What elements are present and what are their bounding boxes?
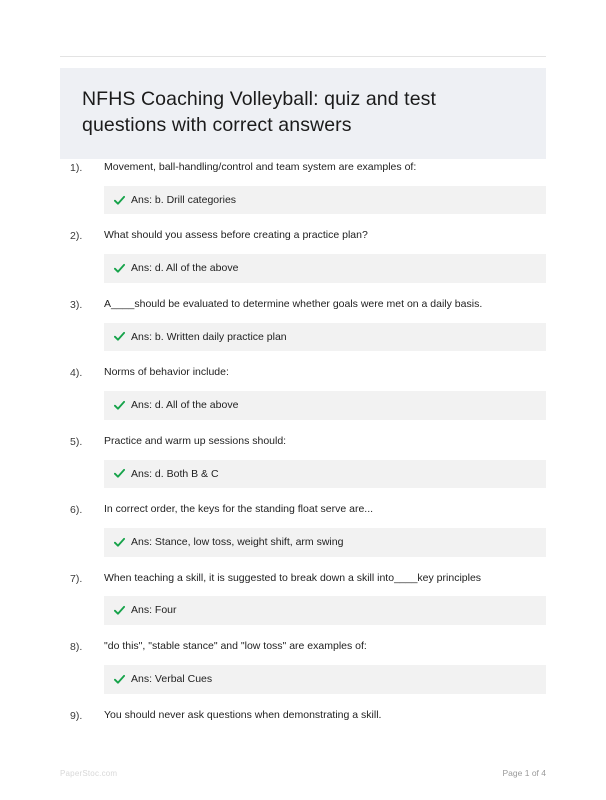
answer-text: Ans: b. Drill categories: [131, 193, 237, 206]
answer-row: [104, 254, 546, 283]
question-row: [60, 708, 546, 725]
question-text: You should never ask questions when demonstrating a skill.: [104, 708, 382, 721]
question-row: [60, 502, 546, 519]
green-check-icon: [114, 537, 125, 548]
qa-item: [60, 502, 546, 556]
header-divider: [60, 56, 546, 57]
answer-text: Ans: d. All of the above: [131, 262, 239, 275]
green-check-icon: [114, 195, 125, 206]
answer-text: Ans: Four: [131, 604, 177, 617]
answer-row: [104, 665, 546, 694]
page-title: NFHS Coaching Volleyball: quiz and test questions with correct answers: [82, 88, 437, 137]
question-text: A____should be evaluated to determine whether goals were met on a daily basis.: [104, 297, 483, 310]
green-check-icon: [114, 400, 125, 411]
question-row: [60, 434, 546, 451]
answer-row: [104, 391, 546, 420]
green-check-icon: [114, 674, 125, 685]
question-text: Practice and warm up sessions should:: [104, 434, 287, 447]
answer-text: Ans: d. Both B & C: [131, 467, 219, 480]
answer-text: Ans: Stance, low toss, weight shift, arm swing: [131, 535, 344, 548]
document-title-band: [60, 68, 546, 159]
answer-row: [104, 596, 546, 625]
question-text: Norms of behavior include:: [104, 366, 229, 379]
question-text: "do this", "stable stance" and "low toss" are examples of:: [104, 640, 367, 653]
qa-item: [60, 228, 546, 282]
question-number: 4).: [70, 367, 83, 380]
question-number: 1).: [70, 162, 83, 174]
question-text: In correct order, the keys for the standing float serve are...: [104, 503, 374, 516]
question-row: [60, 297, 546, 314]
answer-row: [104, 186, 546, 215]
answer-row: [104, 460, 546, 489]
qa-item: [60, 434, 546, 488]
question-row: [60, 571, 546, 588]
watermark-text: PaperStoc.com: [60, 768, 118, 778]
page-footer: [60, 768, 546, 778]
question-row: [60, 639, 546, 656]
page-number-label: Page 1 of 4: [502, 768, 546, 778]
question-text: When teaching a skill, it is suggested to break down a skill into____key principles: [104, 571, 482, 584]
qa-item: [60, 365, 546, 419]
question-number: 3).: [70, 298, 83, 311]
green-check-icon: [114, 331, 125, 342]
answer-text: Ans: b. Written daily practice plan: [131, 330, 287, 343]
question-number: 8).: [70, 641, 83, 654]
qa-item: [60, 571, 546, 625]
question-number: 7).: [70, 572, 83, 585]
qa-item: [60, 160, 546, 214]
green-check-icon: [114, 263, 125, 274]
answer-text: Ans: d. All of the above: [131, 399, 239, 412]
question-text: Movement, ball-handling/control and team system are examples of:: [104, 161, 417, 173]
question-number: 6).: [70, 504, 83, 517]
question-number: 5).: [70, 435, 83, 448]
qa-item: [60, 297, 546, 351]
answer-text: Ans: Verbal Cues: [131, 672, 213, 685]
question-row: [60, 228, 546, 245]
answer-row: [104, 323, 546, 352]
green-check-icon: [114, 468, 125, 479]
question-answer-list: [60, 160, 546, 738]
answer-row: [104, 528, 546, 557]
qa-item: [60, 708, 546, 725]
question-row: [60, 365, 546, 382]
question-row: [60, 160, 546, 177]
qa-item: [60, 639, 546, 693]
question-number: 2).: [70, 230, 83, 243]
green-check-icon: [114, 605, 125, 616]
question-number: 9).: [70, 709, 83, 722]
question-text: What should you assess before creating a practice plan?: [104, 229, 368, 242]
